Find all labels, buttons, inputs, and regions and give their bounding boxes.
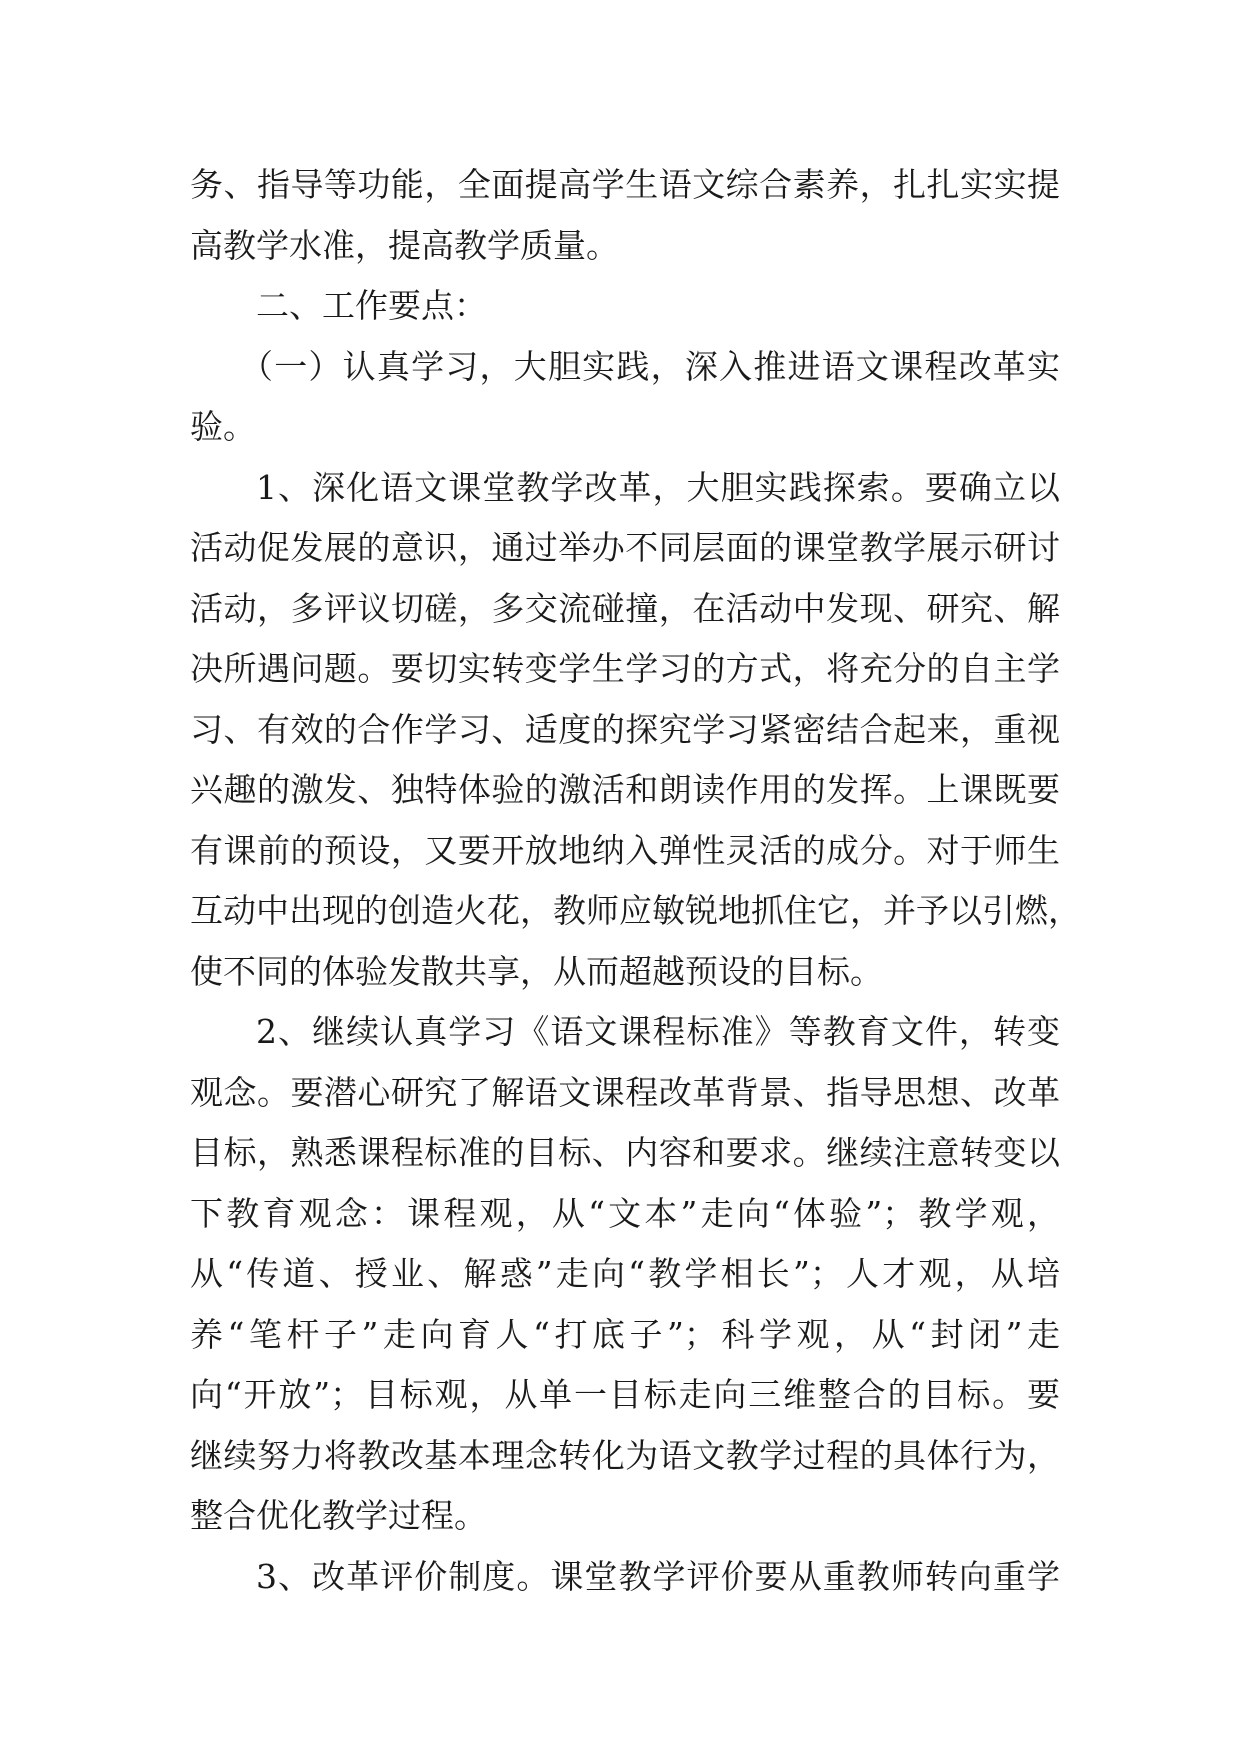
- text-line: 务、指导等功能，全面提高学生语文综合素养，扎扎实实提: [190, 165, 1060, 204]
- text-line: 验。: [190, 407, 256, 446]
- text-line: 从“传道、授业、解惑”走向“教学相长”；人才观，从培: [190, 1254, 1060, 1293]
- text-line: 观念。要潜心研究了解语文课程改革背景、指导思想、改革: [190, 1072, 1060, 1112]
- text-line: 习、有效的合作学习、适度的探究学习紧密结合起来，重视: [190, 709, 1060, 749]
- paragraph-start: 2、继续认真学习《语文课程标准》等教育文件，转变: [256, 1012, 1060, 1051]
- text-line: 有课前的预设，又要开放地纳入弹性灵活的成分。对于师生: [190, 830, 1060, 870]
- paragraph-start: 1、深化语文课堂教学改革，大胆实践探索。要确立以: [256, 467, 1060, 507]
- text-line: 向“开放”；目标观，从单一目标走向三维整合的目标。要: [190, 1375, 1060, 1414]
- text-line: 使不同的体验发散共享，从而超越预设的目标。: [190, 951, 883, 991]
- document-body: [190, 155, 1081, 1607]
- text-line: 决所遇问题。要切实转变学生学习的方式，将充分的自主学: [190, 649, 1060, 688]
- section-heading: 二、工作要点：: [256, 286, 487, 325]
- subsection-heading: （一）认真学习，大胆实践，深入推进语文课程改革实: [240, 346, 1060, 386]
- paragraph-start: 3、改革评价制度。课堂教学评价要从重教师转向重学: [256, 1556, 1060, 1596]
- text-line: 活动，多评议切磋，多交流碰撞，在活动中发现、研究、解: [190, 588, 1060, 628]
- text-line: 高教学水准，提高教学质量。: [190, 225, 619, 265]
- text-line: 下教育观念：课程观，从“文本”走向“体验”；教学观，: [190, 1193, 1060, 1233]
- text-line: 兴趣的激发、独特体验的激活和朗读作用的发挥。上课既要: [190, 770, 1060, 809]
- text-line: 互动中出现的创造火花，教师应敏锐地抓住它，并予以引燃，: [190, 891, 1081, 930]
- text-line: 养“笔杆子”走向育人“打底子”；科学观，从“封闭”走: [190, 1314, 1060, 1354]
- text-line: 继续努力将教改基本理念转化为语文教学过程的具体行为，: [190, 1435, 1060, 1475]
- text-line: 整合优化教学过程。: [190, 1496, 487, 1535]
- text-line: 活动促发展的意识，通过举办不同层面的课堂教学展示研讨: [190, 528, 1060, 567]
- text-line: 目标，熟悉课程标准的目标、内容和要求。继续注意转变以: [190, 1133, 1060, 1172]
